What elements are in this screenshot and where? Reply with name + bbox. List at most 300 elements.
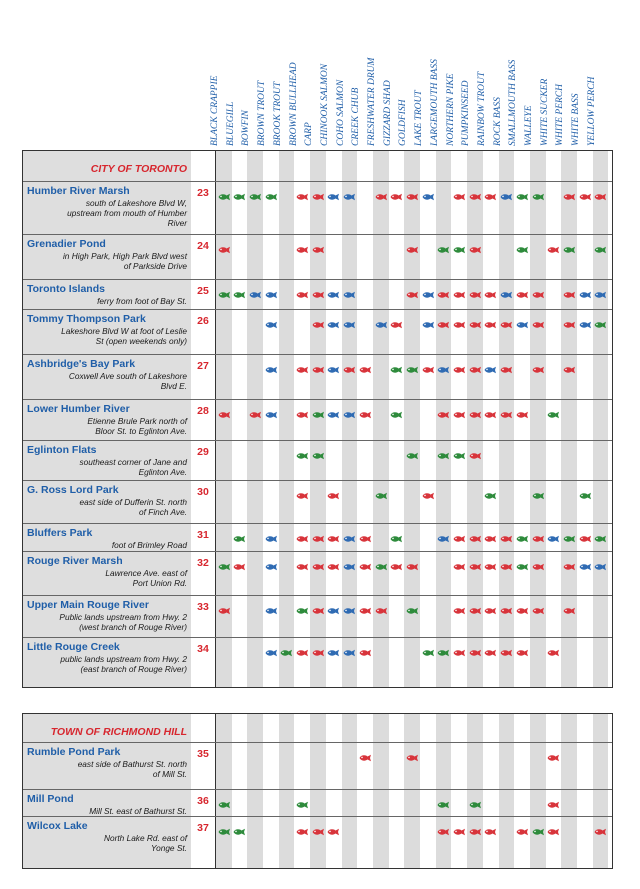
fish-icon-chinook-salmon bbox=[327, 530, 340, 538]
fish-icon-walleye bbox=[532, 188, 545, 196]
fish-icon-brown-bullhead bbox=[296, 406, 309, 414]
location-row[interactable] bbox=[23, 523, 612, 552]
fish-icon-pumpkinseed bbox=[469, 558, 482, 566]
location-row[interactable] bbox=[23, 309, 612, 355]
site-number: 26 bbox=[197, 315, 209, 327]
fish-icon-freshwater-drum bbox=[375, 487, 388, 495]
site-number: 30 bbox=[197, 486, 209, 498]
fish-icon-freshwater-drum bbox=[375, 188, 388, 196]
site-number: 23 bbox=[197, 187, 209, 199]
site-number: 34 bbox=[197, 643, 209, 655]
fish-icon-goldfish bbox=[406, 188, 419, 196]
fish-icon-gizzard-shad bbox=[390, 361, 403, 369]
location-name: Mill Pond bbox=[27, 793, 74, 805]
species-label: GIZZARD SHAD bbox=[382, 80, 393, 146]
fish-icon-brown-trout bbox=[265, 406, 278, 414]
fish-icon-largemouth-bass bbox=[437, 316, 450, 324]
fish-icon-brown-trout bbox=[265, 530, 278, 538]
species-label: FRESHWATER DRUM bbox=[367, 57, 377, 146]
fish-icon-brown-bullhead bbox=[296, 796, 309, 804]
fish-icon-white-perch bbox=[563, 188, 576, 196]
fish-icon-goldfish bbox=[406, 286, 419, 294]
fish-icon-largemouth-bass bbox=[437, 286, 450, 294]
fish-icon-white-bass bbox=[579, 286, 592, 294]
site-number: 35 bbox=[197, 748, 209, 760]
location-row[interactable] bbox=[23, 789, 612, 817]
species-label: COHO SALMON bbox=[335, 79, 346, 146]
fish-icon-black-crappie bbox=[218, 823, 231, 831]
fish-icon-walleye bbox=[532, 602, 545, 610]
fish-icon-smallmouth-bass bbox=[516, 530, 529, 538]
fish-icon-bluegill bbox=[233, 823, 246, 831]
fish-icon-largemouth-bass bbox=[437, 361, 450, 369]
fish-icon-walleye bbox=[532, 361, 545, 369]
location-description: Bloor St. to Eglinton Ave. bbox=[95, 426, 187, 436]
fish-icon-brown-bullhead bbox=[296, 644, 309, 652]
fish-icon-pumpkinseed bbox=[469, 316, 482, 324]
location-row[interactable] bbox=[23, 399, 612, 441]
fish-icon-pumpkinseed bbox=[469, 406, 482, 414]
location-description: foot of Brimley Road bbox=[111, 540, 187, 550]
fish-icon-white-perch bbox=[563, 241, 576, 249]
fish-icon-bluegill bbox=[233, 188, 246, 196]
location-description: east side of Dufferin St. north bbox=[79, 497, 187, 507]
fish-icon-goldfish bbox=[406, 749, 419, 757]
fish-icon-brown-trout bbox=[265, 316, 278, 324]
fish-icon-chinook-salmon bbox=[327, 361, 340, 369]
section-town-of-richmond-hill bbox=[22, 713, 613, 869]
fish-icon-northern-pike bbox=[453, 530, 466, 538]
fish-icon-northern-pike bbox=[453, 447, 466, 455]
fish-icon-coho-salmon bbox=[343, 558, 356, 566]
location-row[interactable] bbox=[23, 480, 612, 524]
location-name: Toronto Islands bbox=[27, 283, 105, 295]
fish-icon-white-sucker bbox=[547, 644, 560, 652]
fish-icon-white-sucker bbox=[547, 406, 560, 414]
species-label: BLACK CRAPPIE bbox=[210, 75, 220, 146]
species-label: CREEK CHUB bbox=[351, 87, 362, 146]
species-label: GOLDFISH bbox=[398, 99, 409, 146]
fish-icon-pumpkinseed bbox=[469, 447, 482, 455]
species-label: BOWFIN bbox=[241, 110, 252, 146]
fish-icon-pumpkinseed bbox=[469, 823, 482, 831]
fish-icon-smallmouth-bass bbox=[516, 241, 529, 249]
fish-icon-rainbow-trout bbox=[484, 558, 497, 566]
fish-icon-white-perch bbox=[563, 286, 576, 294]
location-description: of Mill St. bbox=[152, 769, 187, 779]
location-description: (west branch of Rouge River) bbox=[79, 622, 187, 632]
fish-icon-coho-salmon bbox=[343, 530, 356, 538]
fish-icon-creek-chub bbox=[359, 530, 372, 538]
fish-icon-yellow-perch bbox=[594, 530, 607, 538]
fish-icon-coho-salmon bbox=[343, 361, 356, 369]
fish-icon-black-crappie bbox=[218, 286, 231, 294]
fish-icon-chinook-salmon bbox=[327, 316, 340, 324]
fish-icon-brown-bullhead bbox=[296, 286, 309, 294]
fish-icon-smallmouth-bass bbox=[516, 406, 529, 414]
location-name: Humber River Marsh bbox=[27, 185, 130, 197]
fish-icon-white-perch bbox=[563, 558, 576, 566]
fish-icon-brown-trout bbox=[265, 602, 278, 610]
fish-icon-carp bbox=[312, 241, 325, 249]
fish-icon-pumpkinseed bbox=[469, 286, 482, 294]
fish-icon-rock-bass bbox=[500, 361, 513, 369]
fish-icon-largemouth-bass bbox=[437, 406, 450, 414]
fish-icon-yellow-perch bbox=[594, 241, 607, 249]
location-description: south of Lakeshore Blvd W, bbox=[85, 198, 187, 208]
species-label: CARP bbox=[304, 122, 315, 146]
fish-icon-northern-pike bbox=[453, 188, 466, 196]
species-label: WHITE SUCKER bbox=[539, 78, 550, 146]
fish-icon-white-perch bbox=[563, 316, 576, 324]
location-description: Lawrence Ave. east of bbox=[105, 568, 187, 578]
fish-icon-rainbow-trout bbox=[484, 602, 497, 610]
fish-icon-white-sucker bbox=[547, 749, 560, 757]
fish-icon-carp bbox=[312, 644, 325, 652]
fish-icon-pumpkinseed bbox=[469, 602, 482, 610]
fish-icon-chinook-salmon bbox=[327, 406, 340, 414]
section-title: CITY OF TORONTO bbox=[90, 163, 187, 175]
fish-icon-white-perch bbox=[563, 361, 576, 369]
location-description: public lands upstream from Hwy. 2 bbox=[60, 654, 187, 664]
fish-icon-brown-bullhead bbox=[296, 530, 309, 538]
location-row[interactable] bbox=[23, 440, 612, 481]
fish-icon-freshwater-drum bbox=[375, 316, 388, 324]
fish-icon-smallmouth-bass bbox=[516, 558, 529, 566]
location-description: St (open weekends only) bbox=[95, 336, 187, 346]
fish-icon-walleye bbox=[532, 286, 545, 294]
fish-icon-largemouth-bass bbox=[437, 644, 450, 652]
fish-icon-brown-trout bbox=[265, 286, 278, 294]
fish-icon-brown-trout bbox=[265, 188, 278, 196]
section-title: TOWN OF RICHMOND HILL bbox=[50, 726, 187, 738]
location-name: Rumble Pond Park bbox=[27, 746, 121, 758]
location-name: Ashbridge's Bay Park bbox=[27, 358, 136, 370]
location-name: Upper Main Rouge River bbox=[27, 599, 149, 611]
fish-icon-brown-bullhead bbox=[296, 558, 309, 566]
location-name: G. Ross Lord Park bbox=[27, 484, 119, 496]
fish-icon-black-crappie bbox=[218, 188, 231, 196]
fish-icon-bluegill bbox=[233, 530, 246, 538]
fish-icon-bluegill bbox=[233, 558, 246, 566]
location-name: Bluffers Park bbox=[27, 527, 93, 539]
fish-icon-bluegill bbox=[233, 286, 246, 294]
fish-icon-coho-salmon bbox=[343, 406, 356, 414]
fish-icon-carp bbox=[312, 406, 325, 414]
species-label: WALLEYE bbox=[524, 105, 534, 146]
fish-icon-largemouth-bass bbox=[437, 241, 450, 249]
location-row[interactable] bbox=[23, 551, 612, 596]
fish-icon-creek-chub bbox=[359, 361, 372, 369]
location-row[interactable] bbox=[23, 816, 612, 868]
fish-icon-white-sucker bbox=[547, 241, 560, 249]
location-row[interactable] bbox=[23, 279, 612, 310]
fish-icon-northern-pike bbox=[453, 823, 466, 831]
species-label: BROWN BULLHEAD bbox=[288, 62, 299, 146]
fish-icon-carp bbox=[312, 361, 325, 369]
location-description: east side of Bathurst St. north bbox=[77, 759, 187, 769]
location-description: in High Park, High Park Blvd west bbox=[62, 251, 187, 261]
fish-icon-brown-bullhead bbox=[296, 241, 309, 249]
fish-icon-brown-bullhead bbox=[296, 361, 309, 369]
site-number: 31 bbox=[197, 529, 209, 541]
species-label: CHINOOK SALMON bbox=[319, 63, 330, 146]
fish-icon-brown-bullhead bbox=[296, 823, 309, 831]
fish-icon-rock-bass bbox=[500, 406, 513, 414]
fish-icon-gizzard-shad bbox=[390, 530, 403, 538]
fish-icon-creek-chub bbox=[359, 602, 372, 610]
fish-icon-northern-pike bbox=[453, 602, 466, 610]
fish-icon-white-bass bbox=[579, 188, 592, 196]
site-number: 32 bbox=[197, 557, 209, 569]
fish-icon-largemouth-bass bbox=[437, 796, 450, 804]
fish-icon-white-bass bbox=[579, 487, 592, 495]
species-label: PUMPKINSEED bbox=[461, 80, 472, 146]
location-description: Yonge St. bbox=[151, 843, 187, 853]
fish-icon-black-crappie bbox=[218, 602, 231, 610]
section-city-of-toronto bbox=[22, 150, 613, 688]
location-row[interactable] bbox=[23, 181, 612, 235]
fish-icon-goldfish bbox=[406, 602, 419, 610]
fish-icon-goldfish bbox=[406, 558, 419, 566]
location-description: of Parkside Drive bbox=[123, 261, 187, 271]
fish-icon-walleye bbox=[532, 558, 545, 566]
fish-icon-walleye bbox=[532, 530, 545, 538]
fish-icon-yellow-perch bbox=[594, 558, 607, 566]
location-description: (east branch of Rouge River) bbox=[80, 664, 187, 674]
fish-icon-carp bbox=[312, 447, 325, 455]
fish-icon-gizzard-shad bbox=[390, 188, 403, 196]
fish-icon-brown-bullhead bbox=[296, 602, 309, 610]
site-number: 27 bbox=[197, 360, 209, 372]
fish-icon-northern-pike bbox=[453, 644, 466, 652]
location-description: Lakeshore Blvd W at foot of Leslie bbox=[61, 326, 187, 336]
fish-icon-pumpkinseed bbox=[469, 644, 482, 652]
fish-icon-rainbow-trout bbox=[484, 823, 497, 831]
fish-icon-chinook-salmon bbox=[327, 602, 340, 610]
fish-icon-chinook-salmon bbox=[327, 823, 340, 831]
fish-icon-bowfin bbox=[249, 286, 262, 294]
species-label: WHITE BASS bbox=[571, 93, 582, 146]
fish-icon-yellow-perch bbox=[594, 286, 607, 294]
species-label: NORTHERN PIKE bbox=[445, 73, 456, 146]
fish-icon-coho-salmon bbox=[343, 286, 356, 294]
species-label: WHITE PERCH bbox=[555, 83, 566, 146]
fish-icon-walleye bbox=[532, 487, 545, 495]
fish-icon-northern-pike bbox=[453, 316, 466, 324]
fish-icon-rainbow-trout bbox=[484, 644, 497, 652]
location-name: Tommy Thompson Park bbox=[27, 313, 146, 325]
location-description: Mill St. east of Bathurst St. bbox=[89, 806, 187, 816]
fish-icon-gizzard-shad bbox=[390, 406, 403, 414]
fish-icon-walleye bbox=[532, 316, 545, 324]
site-number: 37 bbox=[197, 822, 209, 834]
fish-icon-smallmouth-bass bbox=[516, 823, 529, 831]
fish-icon-smallmouth-bass bbox=[516, 644, 529, 652]
fish-icon-northern-pike bbox=[453, 361, 466, 369]
fish-icon-rainbow-trout bbox=[484, 361, 497, 369]
fish-icon-lake-trout bbox=[422, 188, 435, 196]
fish-icon-largemouth-bass bbox=[437, 823, 450, 831]
fish-icon-walleye bbox=[532, 823, 545, 831]
species-label: BROOK TROUT bbox=[272, 81, 283, 146]
fish-icon-lake-trout bbox=[422, 487, 435, 495]
fish-icon-rock-bass bbox=[500, 316, 513, 324]
fish-icon-white-bass bbox=[579, 558, 592, 566]
location-description: Public lands upstream from Hwy. 2 bbox=[59, 612, 187, 622]
fish-icon-goldfish bbox=[406, 447, 419, 455]
fish-icon-creek-chub bbox=[359, 644, 372, 652]
fish-icon-rock-bass bbox=[500, 644, 513, 652]
location-description: Blvd E. bbox=[160, 381, 187, 391]
fish-icon-gizzard-shad bbox=[390, 558, 403, 566]
fish-icon-white-sucker bbox=[547, 823, 560, 831]
fish-icon-brown-bullhead bbox=[296, 447, 309, 455]
fish-icon-white-sucker bbox=[547, 796, 560, 804]
fish-icon-lake-trout bbox=[422, 644, 435, 652]
location-description: ferry from foot of Bay St. bbox=[97, 296, 187, 306]
fish-icon-coho-salmon bbox=[343, 188, 356, 196]
fish-icon-rainbow-trout bbox=[484, 406, 497, 414]
fish-icon-black-crappie bbox=[218, 406, 231, 414]
fish-icon-chinook-salmon bbox=[327, 558, 340, 566]
species-label: ROCK BASS bbox=[492, 97, 503, 146]
location-name: Rouge River Marsh bbox=[27, 555, 123, 567]
fish-icon-pumpkinseed bbox=[469, 361, 482, 369]
location-description: Eglinton Ave. bbox=[138, 467, 187, 477]
fish-icon-pumpkinseed bbox=[469, 796, 482, 804]
fish-icon-coho-salmon bbox=[343, 316, 356, 324]
location-description: North Lake Rd. east of bbox=[103, 833, 187, 843]
fish-icon-carp bbox=[312, 558, 325, 566]
fish-icon-black-crappie bbox=[218, 241, 231, 249]
fish-icon-bowfin bbox=[249, 188, 262, 196]
location-description: River bbox=[167, 218, 187, 228]
fish-icon-rainbow-trout bbox=[484, 316, 497, 324]
fish-icon-freshwater-drum bbox=[375, 602, 388, 610]
fish-icon-coho-salmon bbox=[343, 602, 356, 610]
location-name: Grenadier Pond bbox=[27, 238, 106, 250]
fish-icon-rock-bass bbox=[500, 602, 513, 610]
fish-icon-goldfish bbox=[406, 361, 419, 369]
fish-icon-rock-bass bbox=[500, 286, 513, 294]
location-description: Port Union Rd. bbox=[132, 578, 187, 588]
location-description: upstream from mouth of Humber bbox=[67, 208, 187, 218]
fish-icon-smallmouth-bass bbox=[516, 188, 529, 196]
fish-icon-brown-bullhead bbox=[296, 188, 309, 196]
fish-icon-white-sucker bbox=[547, 530, 560, 538]
fish-icon-pumpkinseed bbox=[469, 530, 482, 538]
fish-icon-carp bbox=[312, 316, 325, 324]
fish-icon-brown-bullhead bbox=[296, 487, 309, 495]
fish-icon-carp bbox=[312, 823, 325, 831]
fish-icon-pumpkinseed bbox=[469, 241, 482, 249]
species-label: LAKE TROUT bbox=[414, 90, 425, 146]
species-label: SMALLMOUTH BASS bbox=[508, 59, 519, 146]
fish-icon-bowfin bbox=[249, 406, 262, 414]
location-row[interactable] bbox=[23, 234, 612, 280]
fish-icon-brown-trout bbox=[265, 644, 278, 652]
site-number: 36 bbox=[197, 795, 209, 807]
fish-icon-smallmouth-bass bbox=[516, 602, 529, 610]
fish-icon-white-bass bbox=[579, 530, 592, 538]
fish-icon-brook-trout bbox=[280, 644, 293, 652]
fish-icon-chinook-salmon bbox=[327, 286, 340, 294]
fish-icon-white-perch bbox=[563, 602, 576, 610]
location-row[interactable] bbox=[23, 595, 612, 638]
fish-icon-goldfish bbox=[406, 241, 419, 249]
fish-icon-carp bbox=[312, 602, 325, 610]
fish-icon-creek-chub bbox=[359, 406, 372, 414]
location-name: Lower Humber River bbox=[27, 403, 130, 415]
species-label: BROWN TROUT bbox=[257, 80, 268, 146]
fish-icon-largemouth-bass bbox=[437, 530, 450, 538]
fish-icon-rainbow-trout bbox=[484, 286, 497, 294]
fish-icon-pumpkinseed bbox=[469, 188, 482, 196]
location-row[interactable] bbox=[23, 742, 612, 790]
fish-icon-black-crappie bbox=[218, 558, 231, 566]
fish-icon-yellow-perch bbox=[594, 188, 607, 196]
fish-icon-carp bbox=[312, 188, 325, 196]
fish-icon-chinook-salmon bbox=[327, 188, 340, 196]
fish-icon-smallmouth-bass bbox=[516, 286, 529, 294]
site-number: 29 bbox=[197, 446, 209, 458]
fish-icon-northern-pike bbox=[453, 286, 466, 294]
fish-icon-northern-pike bbox=[453, 558, 466, 566]
species-label: BLUEGILL bbox=[225, 101, 236, 146]
fish-icon-northern-pike bbox=[453, 406, 466, 414]
fish-icon-brown-trout bbox=[265, 361, 278, 369]
location-description: Coxwell Ave south of Lakeshore bbox=[68, 371, 187, 381]
fish-icon-lake-trout bbox=[422, 316, 435, 324]
fish-icon-yellow-perch bbox=[594, 823, 607, 831]
fish-icon-largemouth-bass bbox=[437, 447, 450, 455]
location-row[interactable] bbox=[23, 637, 612, 688]
site-number: 28 bbox=[197, 405, 209, 417]
fish-icon-smallmouth-bass bbox=[516, 316, 529, 324]
fish-icon-chinook-salmon bbox=[327, 487, 340, 495]
location-description: southeast corner of Jane and bbox=[79, 457, 187, 467]
fish-icon-creek-chub bbox=[359, 749, 372, 757]
fish-icon-black-crappie bbox=[218, 796, 231, 804]
location-description: of Finch Ave. bbox=[139, 507, 187, 517]
fish-icon-rock-bass bbox=[500, 530, 513, 538]
fish-icon-lake-trout bbox=[422, 286, 435, 294]
fish-icon-brown-trout bbox=[265, 558, 278, 566]
fish-icon-rainbow-trout bbox=[484, 188, 497, 196]
site-number: 33 bbox=[197, 601, 209, 613]
fish-icon-lake-trout bbox=[422, 361, 435, 369]
fish-icon-white-perch bbox=[563, 530, 576, 538]
fish-icon-rock-bass bbox=[500, 188, 513, 196]
fish-icon-creek-chub bbox=[359, 558, 372, 566]
fish-icon-carp bbox=[312, 530, 325, 538]
fish-icon-rainbow-trout bbox=[484, 530, 497, 538]
site-number: 24 bbox=[197, 240, 209, 252]
fish-icon-gizzard-shad bbox=[390, 316, 403, 324]
location-name: Wilcox Lake bbox=[27, 820, 88, 832]
species-label: RAINBOW TROUT bbox=[476, 71, 487, 146]
location-description: Etienne Brule Park north of bbox=[87, 416, 187, 426]
species-label: YELLOW PERCH bbox=[586, 76, 597, 146]
fish-icon-white-bass bbox=[579, 316, 592, 324]
fish-icon-carp bbox=[312, 286, 325, 294]
fish-icon-northern-pike bbox=[453, 241, 466, 249]
species-header bbox=[0, 0, 640, 148]
location-row[interactable] bbox=[23, 354, 612, 400]
location-name: Little Rouge Creek bbox=[27, 641, 120, 653]
fish-icon-rock-bass bbox=[500, 558, 513, 566]
